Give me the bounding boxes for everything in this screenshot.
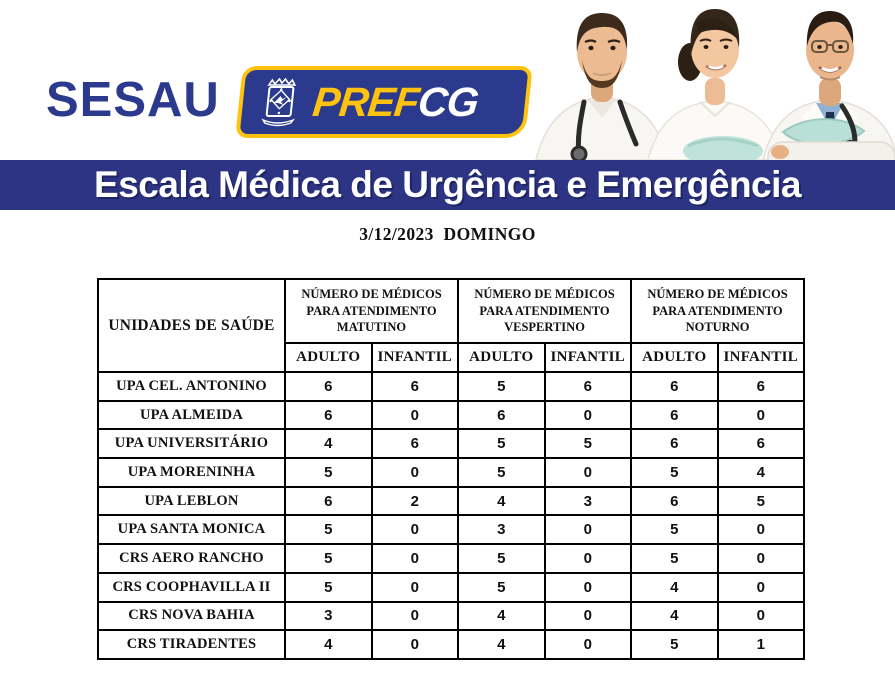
unit-name: CRS NOVA BAHIA	[98, 602, 285, 631]
table-cell: 0	[718, 515, 805, 544]
date-line: 3/12/2023 DOMINGO	[359, 224, 536, 244]
table-cell: 5	[458, 429, 545, 458]
subheader-infantil: INFANTIL	[545, 343, 632, 372]
table-cell: 0	[718, 602, 805, 631]
campo-grande-crest-icon	[254, 76, 305, 128]
unit-name: UPA ALMEIDA	[98, 401, 285, 430]
subheader-infantil: INFANTIL	[718, 343, 805, 372]
cg-text: CG	[415, 78, 481, 125]
table-cell: 6	[458, 401, 545, 430]
table-cell: 4	[285, 429, 372, 458]
group-header-matutino: NÚMERO DE MÉDICOS PARA ATENDIMENTO MATUTINO	[285, 279, 458, 343]
table-cell: 4	[458, 602, 545, 631]
group-header-vespertino: NÚMERO DE MÉDICOS PARA ATENDIMENTO VESPERTINO	[458, 279, 631, 343]
table-row	[98, 573, 804, 602]
column-header-units: UNIDADES DE SAÚDE	[98, 279, 285, 372]
table-cell: 6	[718, 429, 805, 458]
prefcg-wordmark	[311, 79, 481, 126]
table-cell: 0	[372, 401, 459, 430]
schedule-table	[97, 278, 805, 660]
table-cell: 4	[631, 573, 718, 602]
table-cell: 6	[372, 372, 459, 401]
table-cell: 5	[458, 458, 545, 487]
table-cell: 5	[285, 544, 372, 573]
table-cell: 5	[631, 630, 718, 659]
table-cell: 5	[285, 515, 372, 544]
table-cell: 6	[631, 429, 718, 458]
unit-name: UPA MORENINHA	[98, 458, 285, 487]
table-cell: 0	[545, 458, 632, 487]
table-row	[98, 630, 804, 659]
table-cell: 0	[372, 630, 459, 659]
table-cell: 3	[545, 487, 632, 516]
table-row	[98, 429, 804, 458]
table-cell: 4	[285, 630, 372, 659]
table-cell: 4	[458, 630, 545, 659]
table-cell: 0	[372, 544, 459, 573]
table-row	[98, 401, 804, 430]
table-cell: 6	[545, 372, 632, 401]
doctor-left	[536, 13, 668, 160]
pref-text: PREF	[310, 78, 421, 125]
subheader-infantil: INFANTIL	[372, 343, 459, 372]
table-cell: 2	[372, 487, 459, 516]
table-cell: 0	[545, 602, 632, 631]
table-cell: 0	[545, 544, 632, 573]
table-cell: 0	[718, 573, 805, 602]
table-cell: 5	[718, 487, 805, 516]
table-cell: 0	[718, 401, 805, 430]
table-row	[98, 458, 804, 487]
table-cell: 6	[372, 429, 459, 458]
unit-name: CRS TIRADENTES	[98, 630, 285, 659]
unit-name: CRS COOPHAVILLA II	[98, 573, 285, 602]
table-cell: 0	[545, 515, 632, 544]
table-row	[98, 544, 804, 573]
table-row	[98, 515, 804, 544]
table-cell: 3	[458, 515, 545, 544]
table-cell: 5	[285, 573, 372, 602]
table-cell: 6	[285, 487, 372, 516]
table-row	[98, 372, 804, 401]
table-cell: 1	[718, 630, 805, 659]
table-cell: 5	[458, 372, 545, 401]
unit-name: UPA LEBLON	[98, 487, 285, 516]
unit-name: UPA CEL. ANTONINO	[98, 372, 285, 401]
table-cell: 0	[545, 573, 632, 602]
unit-name: CRS AERO RANCHO	[98, 544, 285, 573]
table-cell: 0	[545, 401, 632, 430]
unit-name: UPA UNIVERSITÁRIO	[98, 429, 285, 458]
table-cell: 6	[285, 372, 372, 401]
table-cell: 5	[631, 544, 718, 573]
table-cell: 5	[631, 458, 718, 487]
sesau-logo: SESAU	[46, 73, 220, 127]
table-cell: 5	[545, 429, 632, 458]
table-cell: 6	[631, 401, 718, 430]
prefcg-logo	[235, 66, 533, 138]
table-cell: 6	[631, 372, 718, 401]
table-cell: 4	[458, 487, 545, 516]
page-title: Escala Médica de Urgência e Emergência	[94, 164, 801, 205]
title-banner	[0, 160, 895, 210]
unit-name: UPA SANTA MONICA	[98, 515, 285, 544]
doctors-photo	[530, 0, 895, 160]
table-row	[98, 487, 804, 516]
subheader-adulto: ADULTO	[458, 343, 545, 372]
table-cell: 0	[718, 544, 805, 573]
table-cell: 5	[458, 544, 545, 573]
table-cell: 5	[458, 573, 545, 602]
table-cell: 0	[372, 515, 459, 544]
table-cell: 0	[545, 630, 632, 659]
table-row	[98, 602, 804, 631]
table-cell: 3	[285, 602, 372, 631]
subheader-adulto: ADULTO	[631, 343, 718, 372]
table-cell: 5	[631, 515, 718, 544]
table-cell: 0	[372, 573, 459, 602]
table-cell: 6	[631, 487, 718, 516]
subheader-adulto: ADULTO	[285, 343, 372, 372]
table-cell: 0	[372, 458, 459, 487]
table-cell: 4	[631, 602, 718, 631]
doctor-right	[763, 11, 895, 160]
table-cell: 6	[285, 401, 372, 430]
table-cell: 6	[718, 372, 805, 401]
table-cell: 0	[372, 602, 459, 631]
doctor-middle	[648, 9, 782, 160]
table-cell: 4	[718, 458, 805, 487]
table-cell: 5	[285, 458, 372, 487]
group-header-noturno: NÚMERO DE MÉDICOS PARA ATENDIMENTO NOTURNO	[631, 279, 804, 343]
